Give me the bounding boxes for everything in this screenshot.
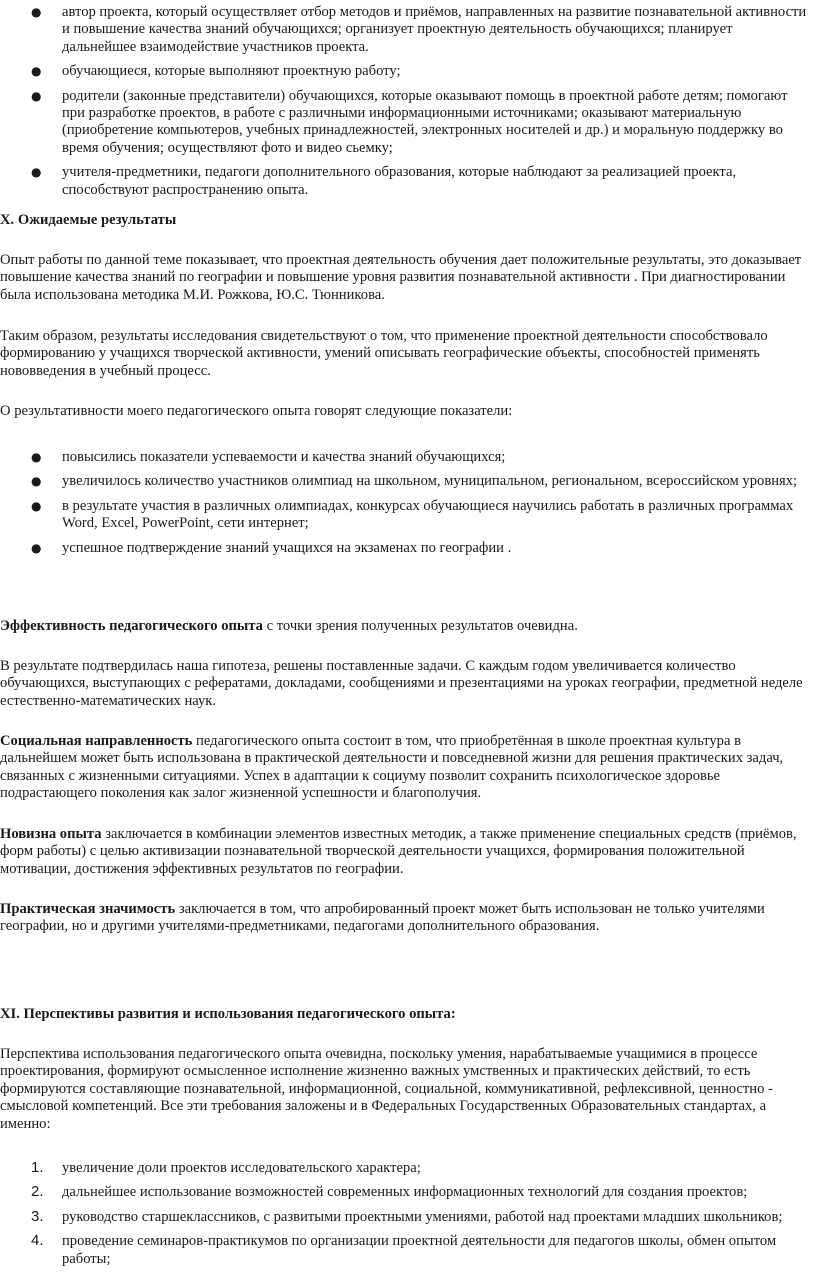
list-item: ● учителя-предметники, педагоги дополнительного образования, которые наблюдают за реализацией проекта, способствуют распространению опыта. [31, 164, 737, 198]
social-bold: Социальная направленность [0, 733, 193, 749]
paragraph-perspective: Перспектива использования педагогического опыта очевидна, поскольку умения, нарабатываемые учащимися в процессе проектирования, формируют осмысленное исполнение жизненно важных умственных и практических действий, то есть формируются составляющие познавательной, информационной, социальной, коммуникативной, рефлексивной, ценностно - смысловой компетенций. Все эти требования заложены и в Федеральных Государственных Образовательных стандартах, а именно: [0, 1046, 773, 1132]
bullet-icon: ● [31, 474, 42, 489]
list-item: ● повысились показатели успеваемости и качества знаний обучающихся; [31, 449, 506, 465]
paragraph-practical: Практическая значимость заключается в том, что апробированный проект может быть использован не только учителями географии, но и другими учителями-предметниками, педагогами дополнительного образования. [0, 901, 765, 935]
list-item: 4. проведение семинаров-практикумов по организации проектной деятельности для педагогов школы, обмен опытом работы; [31, 1232, 777, 1267]
paragraph-experience: Опыт работы по данной теме показывает, что проектная деятельность обучения дает положительные результаты, это доказывает повышение качества знаний по географии и повышение уровня развития познавательной активности . При диагностировании была использована методика М.И. Рожкова, Ю.С. Тюнникова. [0, 252, 802, 303]
paragraph-conclusion: Таким образом, результаты исследования свидетельствуют о том, что применение проектной деятельности способствовало формированию у учащихся творческой активности, умений описывать географические объекты, способностей применять нововведения в учебный процесс. [0, 328, 768, 379]
list-item: ● родители (законные представители) обучающихся, которые оказывают помощь в проектной работе детям; помогают при разработке проектов, в работе с различными информационными источниками; оказывают материальную (приобретение компьютеров, учебных принадлежностей, электронных носителей и др.) и моральную поддержку во время обучения; осуществляют фото и видео сьемку; [31, 87, 788, 156]
paragraph-indicators-intro: О результативности моего педагогического опыта говорят следующие показатели: [0, 403, 513, 419]
section-x-heading: X. Ожидаемые результаты [0, 212, 177, 228]
numbered-list [0, 1160, 816, 1275]
bullet-icon: ● [31, 165, 42, 180]
novelty-bold: Новизна опыта [0, 826, 102, 842]
paragraph-social: Социальная направленность педагогического опыта состоит в том, что приобретённая в школе проектная культура в дальнейшем может быть использована в практической деятельности и повседневной жизни для решения практических задач, связанных с жизненными ситуациями. Успех в адаптации к социуму позволит сохранить психологическое здоровье подрастающего поколения как залог жизненной успешности и благополучия. [0, 733, 784, 802]
section-xi-heading: XI. Перспективы развития и использования педагогического опыта: [0, 1006, 456, 1022]
effectiveness-bold: Эффективность педагогического опыта [0, 618, 263, 634]
list-number: 1. [31, 1159, 44, 1176]
indicators-list [0, 449, 816, 564]
list-item: ● в результате участия в различных олимпиадах, конкурсах обучающиеся научились работать в различных программах Word, Excel, PowerPoint, сети интернет; [31, 497, 794, 532]
bullet-icon: ● [31, 64, 42, 79]
list-item: ● увеличилось количество участников олимпиад на школьном, муниципальном, региональном, всероссийском уровнях; [31, 473, 798, 490]
bullet-icon: ● [31, 5, 42, 19]
bullet-icon: ● [31, 88, 42, 103]
bullet-icon: ● [31, 540, 42, 555]
practical-bold: Практическая значимость [0, 901, 176, 917]
paragraph-effectiveness: Эффективность педагогического опыта с точки зрения полученных результатов очевидна. [0, 618, 578, 634]
list-number: 3. [31, 1207, 44, 1225]
bullet-icon: ● [31, 498, 42, 513]
list-item: 3. руководство старшеклассников, с развитыми проектными умениями, работой над проектами младших школьников; [31, 1207, 783, 1225]
list-item: ● успешное подтверждение знаний учащихся на экзаменах по географии . [31, 539, 512, 556]
list-item: 2. дальнейшее использование возможностей современных информационных технологий для создания проектов; [31, 1183, 748, 1201]
list-item: ● обучающиеся, которые выполняют проектную работу; [31, 63, 401, 80]
list-number: 2. [31, 1183, 44, 1201]
participants-list [0, 4, 816, 206]
paragraph-novelty: Новизна опыта заключается в комбинации элементов известных методик, а также применение специальных средств (приёмов, форм работы) с целью активизации познавательной творческой деятельности учащихся, формирования положительной мотивации, достижения эффективных результатов по географии. [0, 826, 797, 877]
list-item: 1. увеличение доли проектов исследовательского характера; [31, 1159, 421, 1176]
list-number: 4. [31, 1232, 44, 1250]
bullet-icon: ● [31, 450, 42, 464]
paragraph-hypothesis: В результате подтвердилась наша гипотеза, решены поставленные задачи. С каждым годом увеличивается количество обучающихся, выступающих с рефератами, докладами, сообщениями и презентациями на уроках географии, предметной неделе естественно-математических наук. [0, 658, 803, 709]
list-item: ● автор проекта, который осуществляет отбор методов и приёмов, направленных на развитие познавательной активности и повышение качества знаний обучающихся; организует проектную деятельность обучающихся; планирует дальнейшее взаимодействие участников проекта. [31, 4, 807, 55]
